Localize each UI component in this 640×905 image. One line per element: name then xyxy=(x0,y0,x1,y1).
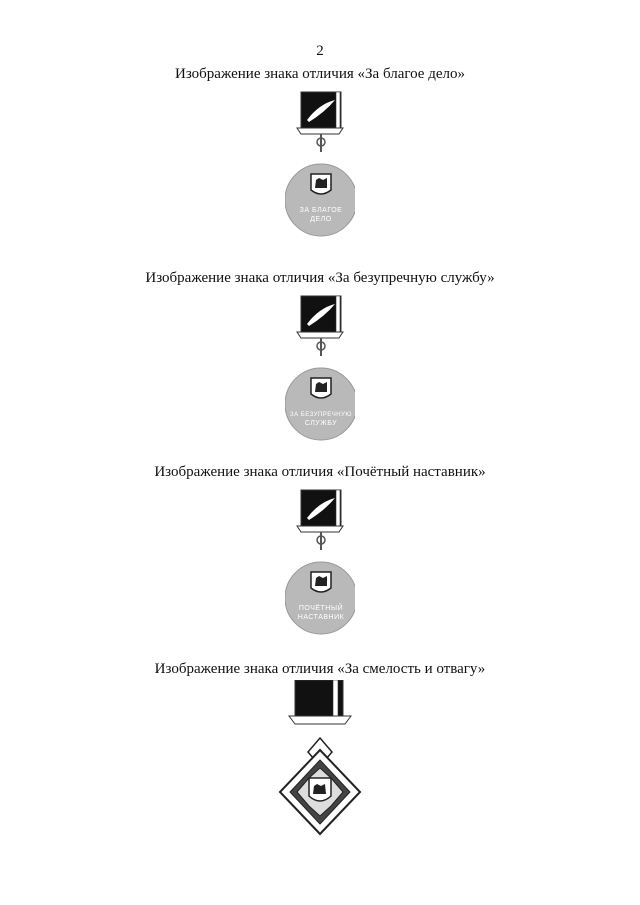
medal-za-bezuprechnuyu-sluzhbu xyxy=(285,292,355,452)
medal-za-blagoe-delo xyxy=(285,88,355,248)
order-za-smelost-i-otvagu xyxy=(265,680,375,850)
medal-inscription-line1: ЗА БЕЗУПРЕЧНУЮ xyxy=(290,412,352,418)
medal-pochetny-nastavnik xyxy=(285,486,355,646)
ribbon-bar xyxy=(289,680,351,724)
coat-of-arms-icon xyxy=(311,378,331,398)
ribbon-bar xyxy=(297,490,343,532)
caption-pochetny-nastavnik: Изображение знака отличия «Почётный наставник» xyxy=(154,464,486,480)
caption-za-smelost-i-otvagu: Изображение знака отличия «За смелость и отвагу» xyxy=(154,661,486,677)
medal-inscription-line2: СЛУЖБУ xyxy=(304,420,338,427)
caption-za-blagoe-delo: Изображение знака отличия «За благое дело» xyxy=(174,66,465,82)
medal-inscription-line1: ЗА БЛАГОЕ xyxy=(299,207,343,214)
page-number: 2 xyxy=(316,43,324,59)
medal-inscription-line2: ДЕЛО xyxy=(310,216,332,223)
medal-inscription-line2: НАСТАВНИК xyxy=(297,614,345,621)
ribbon-bar xyxy=(297,92,343,134)
coat-of-arms-icon xyxy=(311,572,331,592)
medal-inscription-line1: ПОЧЁТНЫЙ xyxy=(298,605,344,612)
coat-of-arms-icon xyxy=(309,778,331,801)
ribbon-bar xyxy=(297,296,343,338)
caption-za-bezuprechnuyu-sluzhbu: Изображение знака отличия «За безупречную службу» xyxy=(145,270,495,286)
coat-of-arms-icon xyxy=(311,174,331,194)
